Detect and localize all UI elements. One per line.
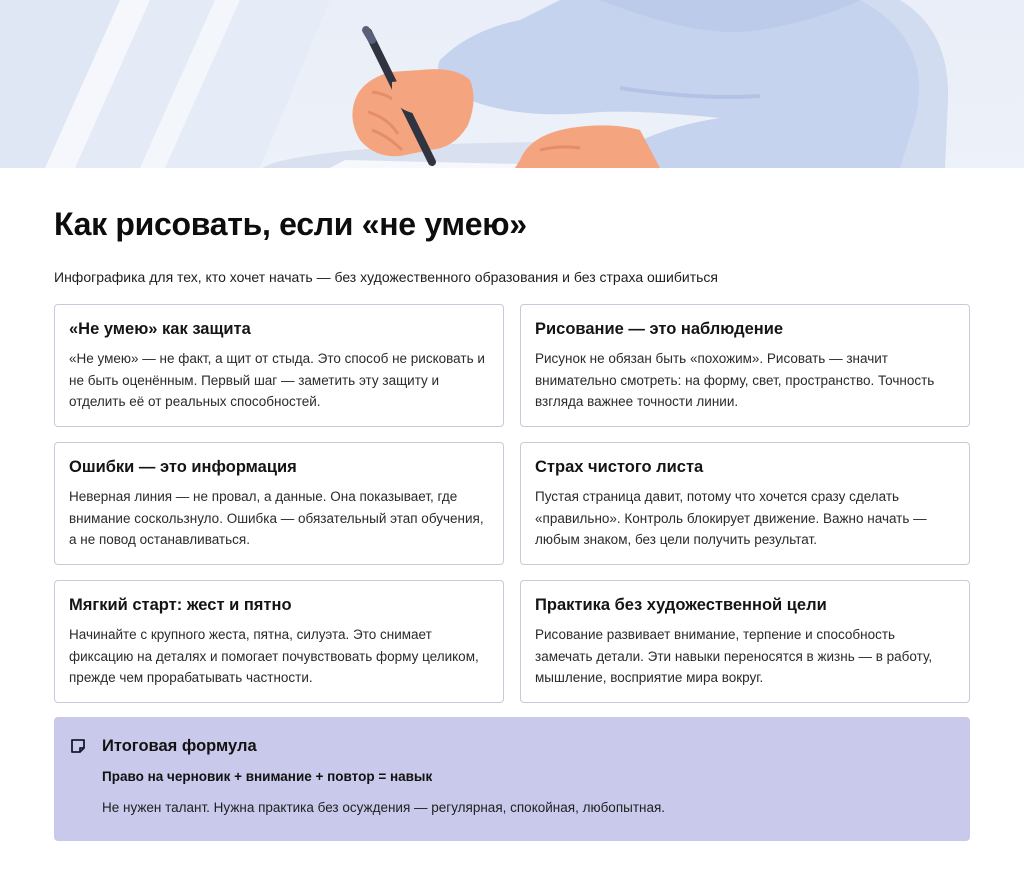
card-title: «Не умею» как защита (69, 320, 251, 338)
card-grid (54, 304, 970, 703)
card-text: Рисунок не обязан быть «похожим». Рисовать — значит внимательно смотреть: на форму, свет, пространство. Точность взгляда важнее точности линии. (535, 351, 935, 409)
summary-header (70, 735, 954, 757)
card-title: Рисование — это наблюдение (535, 320, 784, 338)
card-observation (520, 304, 970, 427)
card-protection (54, 304, 504, 427)
card-soft-start (54, 580, 504, 703)
summary-box (54, 717, 970, 841)
card-text: Неверная линия — не провал, а данные. Она показывает, где внимание соскользнуло. Ошибка — обязательный этап обучения, а не повод останавливаться. (69, 489, 484, 547)
card-text: Начинайте с крупного жеста, пятна, силуэта. Это снимает фиксацию на деталях и помогает почувствовать форму целиком, прежде чем прорабатывать частности. (69, 627, 479, 685)
summary-title: Итоговая формула (102, 736, 257, 755)
card-blank-page (520, 442, 970, 565)
card-title: Страх чистого листа (535, 458, 704, 476)
card-title: Ошибки — это информация (69, 458, 297, 476)
summary-formula: Право на черновик + внимание + повтор = навык (102, 769, 433, 784)
summary-closing: Не нужен талант. Нужна практика без осуждения — регулярная, спокойная, любопытная. (102, 800, 666, 815)
drawing-hand-illustration (0, 0, 1024, 168)
page-subtitle: Инфографика для тех, кто хочет начать — без художественного образования и без страха ошибиться (54, 269, 718, 285)
card-practice (520, 580, 970, 703)
card-mistakes (54, 442, 504, 565)
page-title: Как рисовать, если «не умею» (54, 206, 527, 242)
hero-illustration (0, 0, 1024, 168)
card-title: Практика без художественной цели (535, 596, 827, 614)
card-text: Пустая страница давит, потому что хочется сразу сделать «правильно». Контроль блокирует движение. Важно начать — любым знаком, без цели получить результат. (535, 489, 927, 547)
note-icon (70, 738, 86, 754)
card-text: Рисование развивает внимание, терпение и способность замечать детали. Эти навыки переносятся в жизнь — в работу, мышление, восприятие мира вокруг. (535, 627, 933, 685)
card-text: «Не умею» — не факт, а щит от стыда. Это способ не рисковать и не быть оценённым. Первый шаг — заметить эту защиту и отделить её от реальных способностей. (69, 351, 485, 409)
card-title: Мягкий старт: жест и пятно (69, 596, 292, 614)
